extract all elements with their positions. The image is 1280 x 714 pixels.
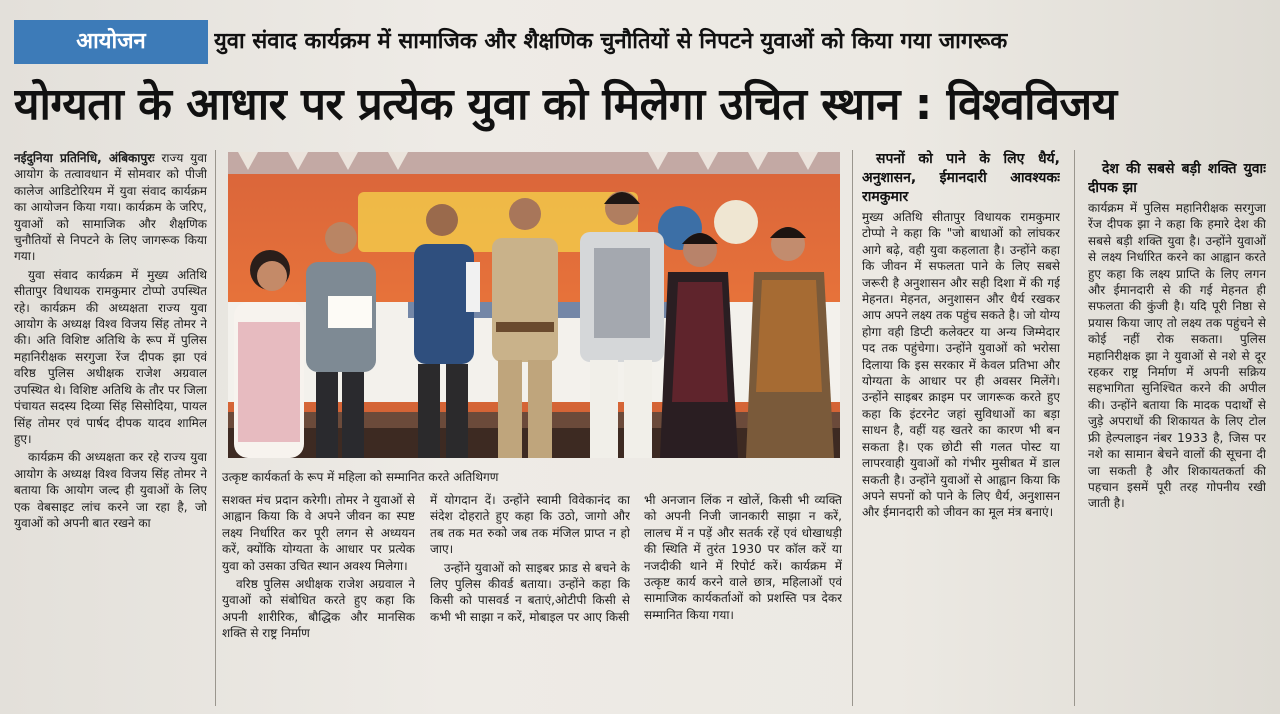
col1-para-1-text: राज्य युवा आयोग के तत्वावधान में सोमवार को पीजी कालेज आडिटोरियम में युवा संवाद कार्यक्रम का आयोजन किया गया। कार्यक्रम के जरिए, युवाओं को सामाजिक और शैक्षणिक चुनौतियों से निपटने के लिए जागरूक किया गया। [14, 151, 207, 264]
col3-para-2: उन्होंने युवाओं को साइबर फ्राड से बचने के लिए पुलिस कीवर्ड बताया। उन्होंने कहा कि किसी को पासवर्ड न बताएं,ओटीपी किसी से कभी भी साझा न करें, मोबाइल पर आए किसी [430, 560, 630, 624]
column-2 [222, 492, 415, 706]
col2-para-2: वरिष्ठ पुलिस अधीक्षक राजेश अग्रवाल ने युवाओं को संबोधित करते हुए कहा कि अपनी शारीरिक, बौद्धिक और मानसिक शक्ति से राष्ट्र निर्माण [222, 577, 415, 641]
column-5 [862, 150, 1060, 706]
banner-logo-2 [714, 200, 758, 244]
top-strip [0, 0, 1280, 14]
col3-para-1: में योगदान दें। उन्होंने स्वामी विवेकानंद का संदेश दोहराते हुए कहा कि उठो, जागो और तब तक मत रुको जब तक मंजिल प्राप्त न हो जाए। [430, 493, 630, 557]
column-1 [14, 150, 207, 706]
column-3 [430, 492, 630, 706]
event-photo-illustration [228, 152, 840, 458]
col2-para-1: सशक्त मंच प्रदान करेगी। तोमर ने युवाओं से आह्वान किया कि वे अपने जीवन का स्पष्ट लक्ष्य निर्धारित कर पूरी लगन से अध्ययन करें, क्योंकि योग्यता के आधार पर प्रत्येक युवा को उसका उचित स्थान अवश्य मिलेगा। [222, 493, 415, 573]
headline: योग्यता के आधार पर प्रत्येक युवा को मिलेगा उचित स्थान : विश्वविजय [14, 79, 1117, 130]
subheadline: युवा संवाद कार्यक्रम में सामाजिक और शैक्षणिक चुनौतियों से निपटने युवाओं को किया गया जागरूक [214, 29, 1008, 54]
kicker-box [14, 20, 208, 64]
col5-para-1: मुख्य अतिथि सीतापुर विधायक रामकुमार टोप्पो ने कहा कि "जो बाधाओं को लांघकर आगे बढ़े, वही युवा कहलाता है। उन्होंने कहा कि जीवन में सफलता पाने के लिए सबसे जरूरी है अनुशासन और सही दिशा में की गई मेहनत। मेहनत, अनुशासन और धैर्य रखकर आप अपने लक्ष्य तक पहुंच सकते है। जो योग्य होगा वही डिप्टी कलेक्टर या अन्य जिम्मेदार पद तक पहुंचेगा। उन्होंने युवाओं को भरोसा दिलाया कि इस सरकार में केवल प्रतिभा और योग्यता के आधार पर ही अवसर मिलेंगे। उन्होंने साइबर क्राइम पर जागरूक करते हुए कहा कि इंटरनेट जहां सुविधाओं का बड़ा साधन है, वहीं यह खतरे का कारण भी बन सकता है। एक छोटी सी गलत पोस्ट या लापरवाही युवाओं को गंभीर मुसीबत में डाल सकती है। उन्होंने युवाओं से आह्वान किया कि अपने सपनों को पाने के लिए धैर्य, अनुशासन और ईमानदारी को जीवन का मूल मंत्र बनाएं। [862, 210, 1060, 520]
col1-para-3: कार्यक्रम की अध्यक्षता कर रहे राज्य युवा आयोग के अध्यक्ष विश्व विजय सिंह तोमर ने बताया कि आयोग जल्द ही युवाओं के लिए एक वेबसाइट लांच करने जा रहा है, जो युवाओं को अपनी बात रखने का [14, 450, 207, 530]
dateline: नईदुनिया प्रतिनिधि, अंबिकापुरः [14, 151, 155, 165]
col1-para-1 [14, 150, 207, 265]
col1-para-2: युवा संवाद कार्यक्रम में मुख्य अतिथि सीतापुर विधायक रामकुमार टोप्पो उपस्थित रहे। कार्यक्रम की अध्यक्षता राज्य युवा आयोग के अध्यक्ष विश्व विजय सिंह तोमर ने की। अति विशिष्ट अतिथि के रूप में पुलिस महानिरीक्षक सरगुजा रेंज दीपक झा एवं वरिष्ठ पुलिस अधीक्षक राजेश अग्रवाल उपस्थित थे। विशिष्ट अतिथि के तौर पर जिला पंचायत सदस्य दिव्या सिंह सिसोदिया, पायल सिंह तोमर एवं पार्षद दीपक यादव शामिल हुए। [14, 267, 207, 446]
col6-para-1: कार्यक्रम में पुलिस महानिरीक्षक सरगुजा रेंज दीपक झा ने कहा कि हमारे देश की सबसे बड़ी शक्ति युवा है। उन्होंने युवाओं से लक्ष्य निर्धारित करने का आह्वान करते हुए कहा कि लक्ष्य प्राप्ति के लिए लगन और ईमानदारी से की गई मेहनत ही सफलता की कुंजी है। यदि पूरी निष्ठा से प्रयास किया जाए तो लक्ष्य तक पहुंचने से कोई नहीं रोक सकता। पुलिस महानिरीक्षक झा ने युवाओं से नशे से दूर रहकर राष्ट्र निर्माण में अपनी सक्रिय सहभागिता सुनिश्चित करने की अपील की। उन्होंने बताया कि मादक पदार्थों से जुड़े अपराधों की शिकायत के लिए टोल फ्री हेल्पलाइन नंबर 1933 है, जिस पर नशे का सामान बेचने वालों की सूचना दी जा सकती है और शिकायतकर्ता की पहचान इसमें पूरी तरह गोपनीय रखी जाती है। [1088, 201, 1266, 511]
kicker-label: आयोजन [76, 29, 146, 54]
banner-top-strip [228, 152, 840, 174]
column-rule [1074, 150, 1075, 706]
column-6 [1088, 160, 1266, 706]
event-photo [228, 152, 840, 458]
col4-para-1: भी अनजान लिंक न खोलें, किसी भी व्यक्ति को अपनी निजी जानकारी साझा न करें, लालच में न पड़ें और सतर्क रहें एवं धोखाधड़ी की स्थिति में तुरंत 1930 पर कॉल करें या नजदीकी थाने में रिपोर्ट करें। कार्यक्रम में उत्कृष्ट कार्य करने वाले छात्र, महिलाओं एवं सामाजिक कार्यकर्ताओं को प्रशस्ति पत्र देकर सम्मानित किया गया। [644, 493, 842, 622]
column-rule [215, 150, 216, 706]
col5-heading: सपनों को पाने के लिए धैर्य, अनुशासन, ईमानदारी आवश्यकः रामकुमार [862, 151, 1060, 205]
col6-heading: देश की सबसे बड़ी शक्ति युवाः दीपक झा [1088, 161, 1266, 196]
photo-caption: उत्कृष्ट कार्यकर्ता के रूप में महिला को सम्मानित करते अतिथिगण [222, 470, 499, 484]
column-rule [852, 150, 853, 706]
column-4 [644, 492, 842, 706]
